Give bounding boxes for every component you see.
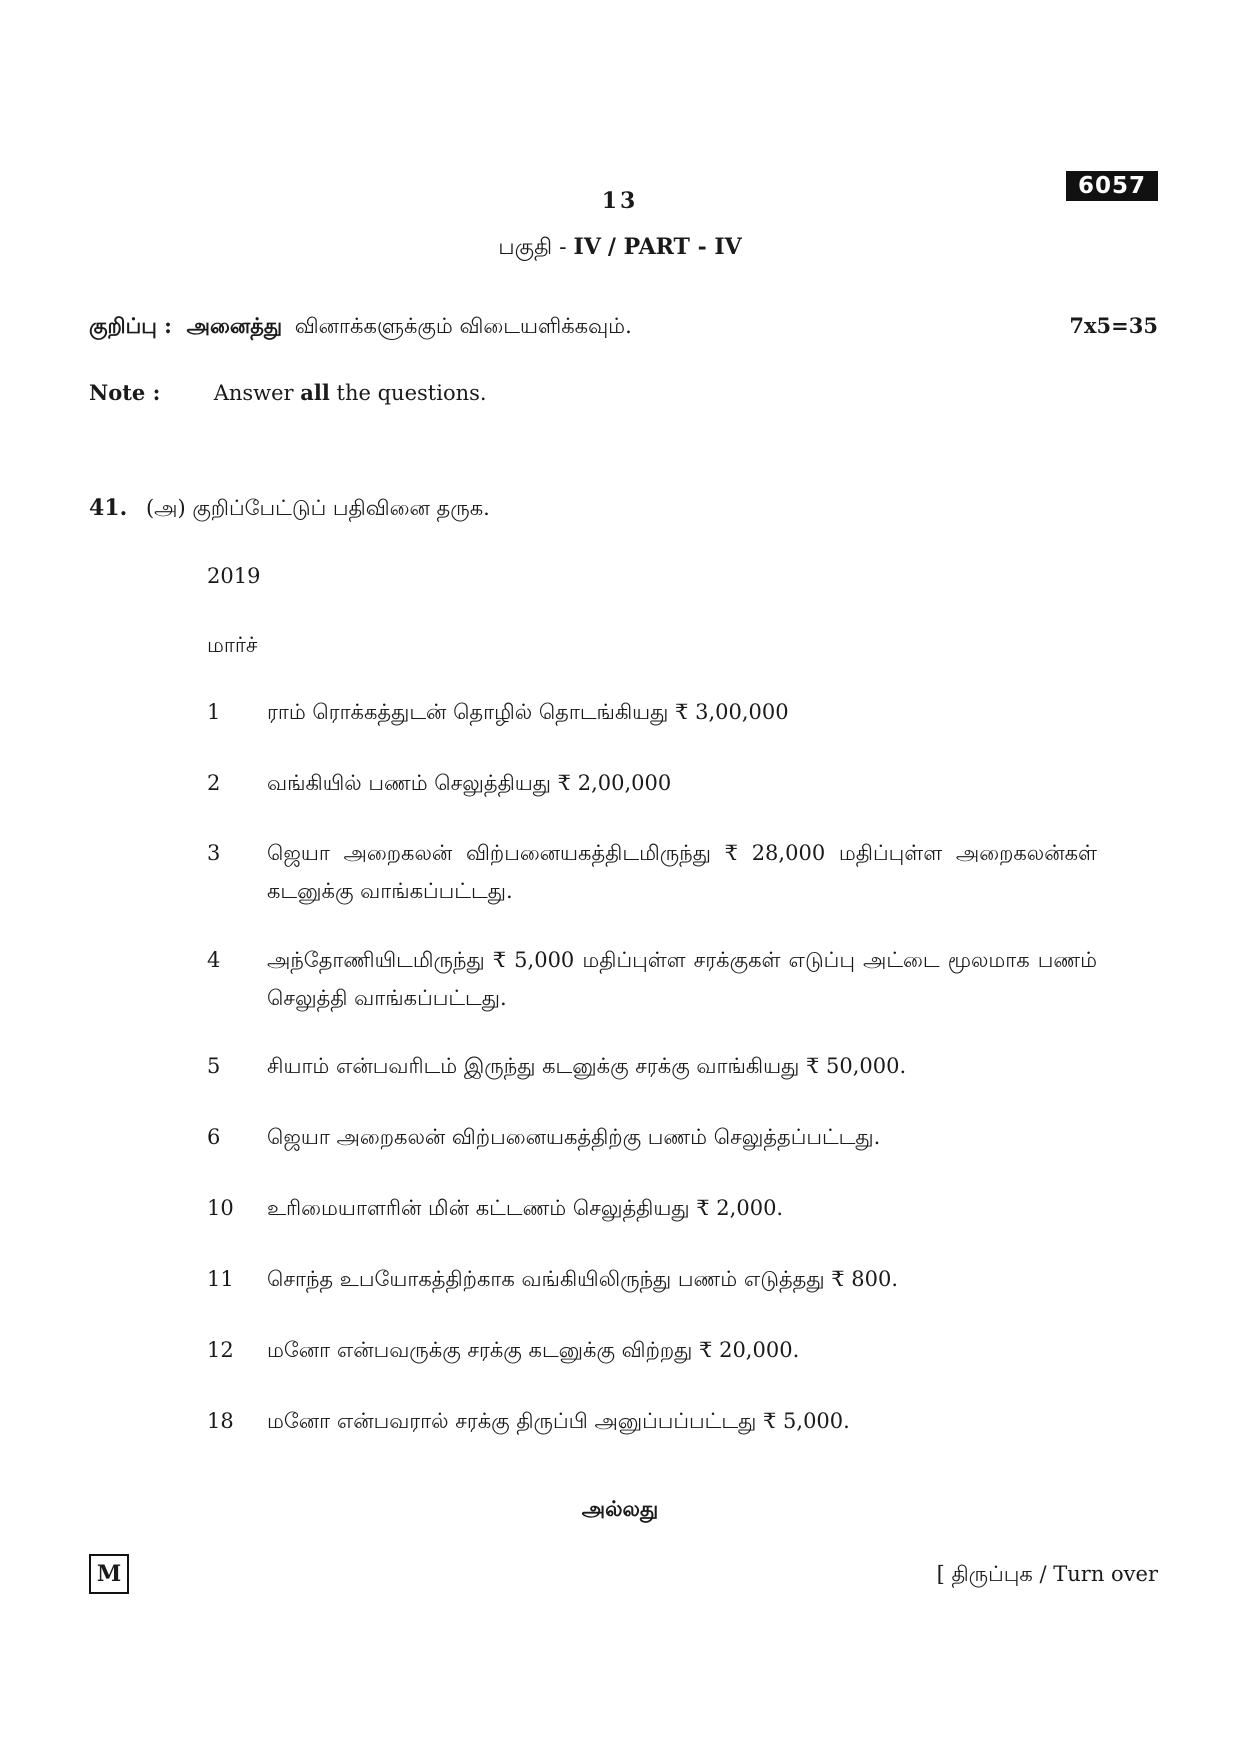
journal-entry bbox=[207, 1331, 1097, 1369]
journal-year: 2019 bbox=[207, 564, 261, 588]
entry-text: உரிமையாளரின் மின் கட்டணம் செலுத்தியது ₹ 2,000. bbox=[267, 1196, 784, 1220]
entry-day: 1 bbox=[207, 700, 221, 724]
entry-text: ஜெயா அறைகலன் விற்பனையகத்திடமிருந்து ₹ 28,000 மதிப்புள்ள அறைகலன்கள் கடனுக்கு வாங்கப்பட்டது. bbox=[267, 841, 1097, 903]
page-number: 13 bbox=[601, 188, 639, 214]
journal-entry bbox=[207, 1260, 1097, 1298]
question-prompt: குறிப்பேட்டுப் பதிவினை தருக. bbox=[192, 496, 490, 520]
note-tamil-bold: அனைத்து bbox=[186, 313, 283, 338]
entry-text: சொந்த உபயோகத்திற்காக வங்கியிலிருந்து பணம் எடுத்தது ₹ 800. bbox=[267, 1267, 899, 1291]
entry-day: 4 bbox=[207, 948, 221, 972]
turn-over-note: [ திருப்புக / Turn over bbox=[936, 1562, 1158, 1586]
note-english-post: the questions. bbox=[336, 381, 487, 405]
entry-day: 10 bbox=[207, 1196, 234, 1220]
note-english-pre: Answer bbox=[213, 381, 294, 405]
note-tamil-text: வினாக்களுக்கும் விடையளிக்கவும். bbox=[294, 314, 632, 338]
journal-month: மார்ச் bbox=[207, 633, 258, 657]
part-heading: பகுதி - IV / PART - IV bbox=[498, 234, 742, 260]
entry-day: 18 bbox=[207, 1409, 234, 1433]
part-heading-roman: IV bbox=[573, 234, 601, 260]
entry-text: மனோ என்பவருக்கு சரக்கு கடனுக்கு விற்றது ₹ 20,000. bbox=[267, 1338, 800, 1362]
journal-entry bbox=[207, 941, 1097, 1017]
note-tamil bbox=[89, 313, 632, 341]
journal-entry bbox=[207, 1402, 1097, 1440]
note-tamil-label: குறிப்பு : bbox=[89, 313, 172, 338]
question-line bbox=[89, 495, 490, 523]
entry-day: 11 bbox=[207, 1267, 234, 1291]
journal-entry bbox=[207, 834, 1097, 910]
question-option: (அ) bbox=[145, 496, 186, 520]
question-number: 41. bbox=[89, 495, 128, 521]
entry-text: ஜெயா அறைகலன் விற்பனையகத்திற்கு பணம் செலுத்தப்பட்டது. bbox=[267, 1125, 881, 1149]
alternative-separator: அல்லது bbox=[581, 1496, 659, 1521]
entry-day: 6 bbox=[207, 1125, 221, 1149]
entry-text: மனோ என்பவரால் சரக்கு திருப்பி அனுப்பப்பட்டது ₹ 5,000. bbox=[267, 1409, 850, 1433]
entry-text: அந்தோணியிடமிருந்து ₹ 5,000 மதிப்புள்ள சரக்குகள் எடுப்பு அட்டை மூலமாக பணம் செலுத்தி வாங்கப்பட்டது. bbox=[267, 948, 1097, 1010]
marks-allocation: 7x5=35 bbox=[1069, 313, 1158, 338]
entry-text: சியாம் என்பவரிடம் இருந்து கடனுக்கு சரக்கு வாங்கியது ₹ 50,000. bbox=[267, 1054, 907, 1078]
journal-entry bbox=[207, 1189, 1097, 1227]
entry-day: 5 bbox=[207, 1054, 221, 1078]
journal-entry bbox=[207, 1118, 1097, 1156]
entry-day: 3 bbox=[207, 841, 221, 865]
part-heading-en: PART - IV bbox=[623, 234, 742, 260]
medium-letter-box: M bbox=[89, 1554, 129, 1594]
paper-code-badge: 6057 bbox=[1066, 171, 1158, 201]
journal-entry bbox=[207, 693, 1097, 731]
part-heading-ta: பகுதி bbox=[498, 235, 553, 260]
journal-entry bbox=[207, 1047, 1097, 1085]
entry-day: 2 bbox=[207, 771, 221, 795]
note-english bbox=[89, 380, 487, 405]
note-english-bold: all bbox=[300, 380, 330, 405]
entry-text: வங்கியில் பணம் செலுத்தியது ₹ 2,00,000 bbox=[267, 771, 672, 795]
entry-day: 12 bbox=[207, 1338, 234, 1362]
entry-text: ராம் ரொக்கத்துடன் தொழில் தொடங்கியது ₹ 3,00,000 bbox=[267, 700, 789, 724]
journal-entry bbox=[207, 764, 1097, 802]
note-english-label: Note : bbox=[89, 380, 161, 405]
